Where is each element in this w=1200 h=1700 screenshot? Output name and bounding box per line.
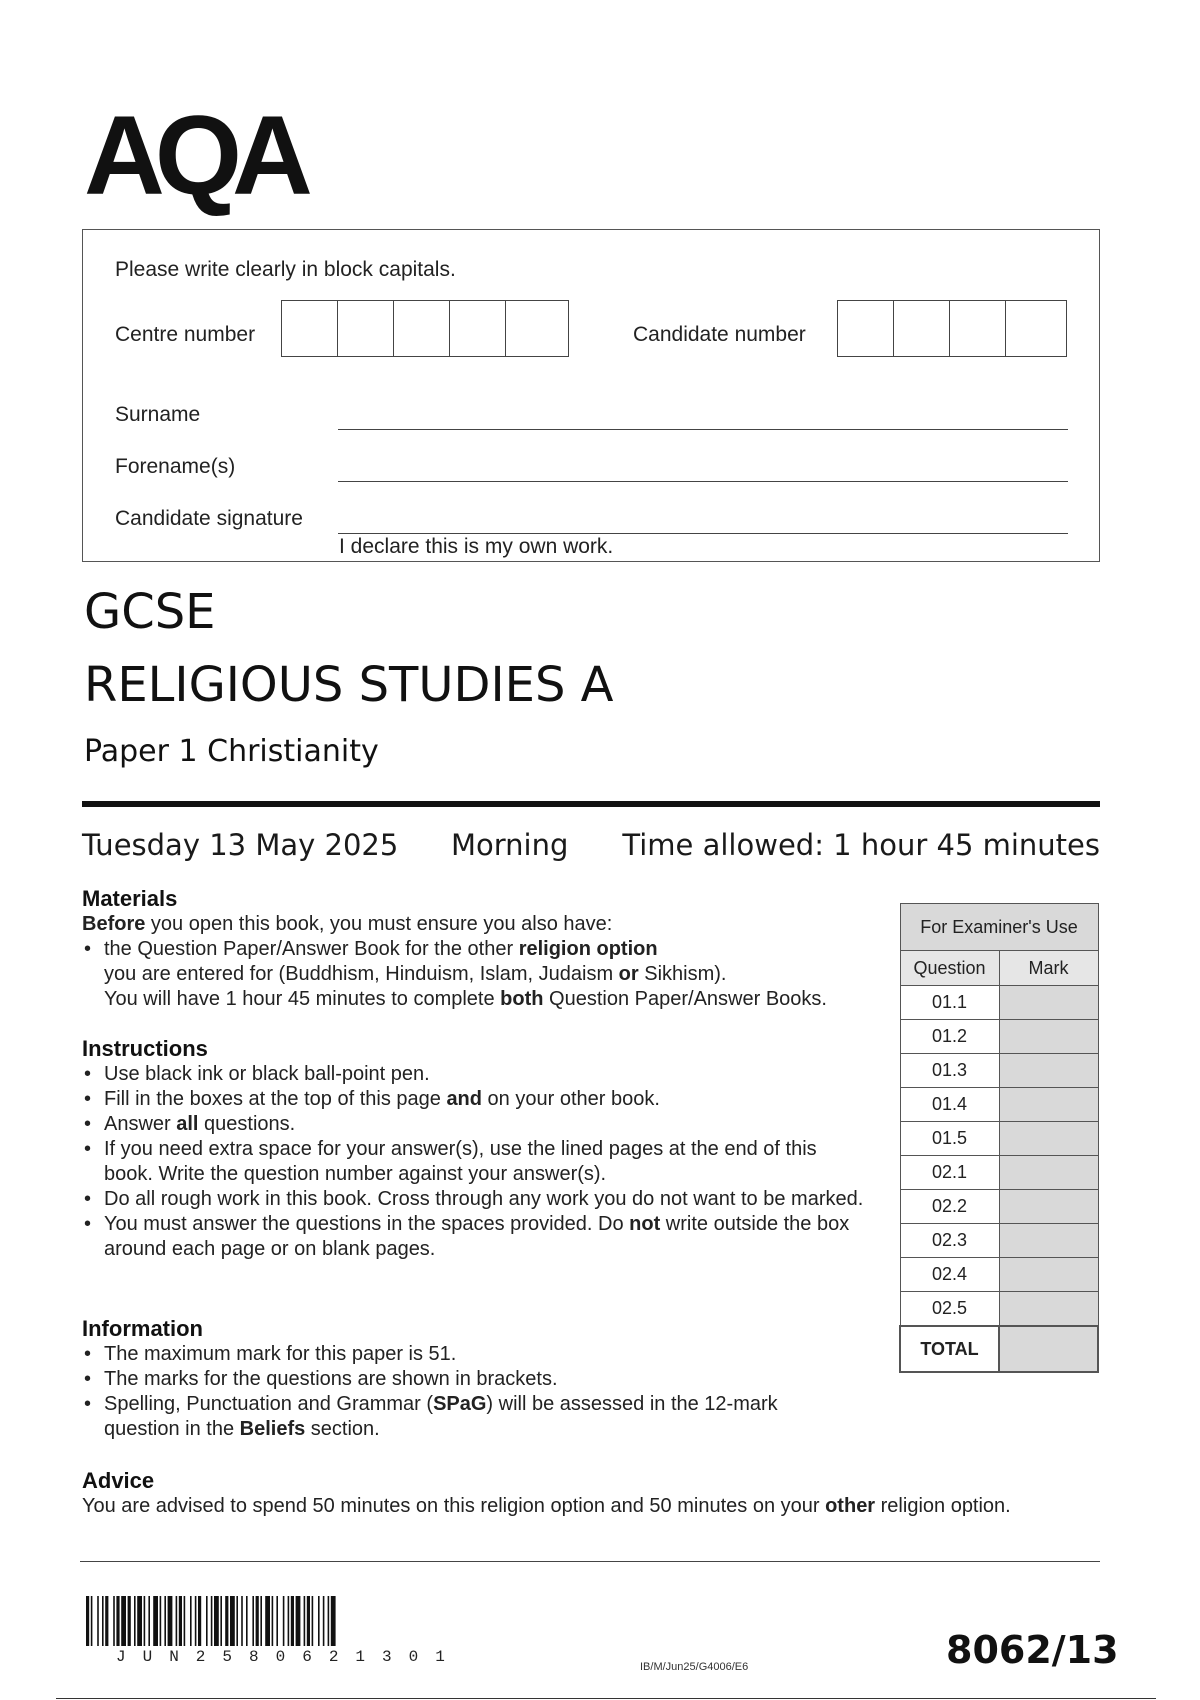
barcode-bar (148, 1596, 150, 1646)
barcode-bar (206, 1596, 208, 1646)
total-label: TOTAL (900, 1326, 999, 1372)
barcode-bar (102, 1596, 104, 1646)
barcode-bar (220, 1596, 222, 1646)
materials-section (82, 886, 882, 1012)
candidate-number-digit[interactable] (838, 301, 894, 356)
barcode-bar (236, 1596, 238, 1646)
barcode-bar (331, 1596, 336, 1646)
list-item: • Fill in the boxes at the top of this page and on your other book. (82, 1087, 872, 1112)
qualification-title: GCSE (84, 584, 216, 640)
barcode-bar (304, 1596, 306, 1646)
subject-title: RELIGIOUS STUDIES A (84, 657, 614, 713)
barcode-bar (91, 1596, 93, 1646)
barcode-bar (160, 1596, 162, 1646)
question-number: 02.5 (900, 1292, 999, 1327)
centre-number-label: Centre number (115, 323, 256, 346)
barcode-bar (283, 1596, 285, 1646)
advice-text: You are advised to spend 50 minutes on this religion option and 50 minutes on your other religion option. (82, 1495, 1011, 1517)
mark-cell (999, 1088, 1098, 1122)
information-section (82, 1316, 872, 1442)
barcode-bar (179, 1596, 182, 1646)
barcode-bar (318, 1596, 320, 1646)
materials-list (82, 937, 882, 1012)
forenames-label: Forename(s) (115, 455, 236, 478)
question-number: 02.1 (900, 1156, 999, 1190)
mark-cell (999, 1054, 1098, 1088)
barcode-bar (116, 1596, 119, 1646)
barcode-bar (105, 1596, 108, 1646)
examiner-use-table (899, 903, 1099, 1373)
barcode-bar (184, 1596, 186, 1646)
advice-heading: Advice (82, 1468, 155, 1493)
centre-number-boxes (281, 300, 569, 357)
thick-divider (82, 801, 1100, 807)
exam-info-row (82, 828, 1100, 868)
list-item: • If you need extra space for your answer(s), use the lined pages at the end of this book. Write the question number against your answer(s). (82, 1137, 839, 1187)
forenames-field[interactable] (338, 481, 1068, 482)
centre-number-digit[interactable] (338, 301, 394, 356)
barcode-bar (176, 1596, 178, 1646)
barcode-bar (288, 1596, 290, 1646)
candidate-number-digit[interactable] (950, 301, 1006, 356)
surname-label: Surname (115, 403, 201, 426)
list-item: • Do all rough work in this book. Cross through any work you do not want to be marked. (82, 1187, 864, 1212)
question-number: 01.3 (900, 1054, 999, 1088)
mark-cell (999, 986, 1098, 1020)
total-mark-cell (999, 1326, 1098, 1372)
candidate-number-boxes (837, 300, 1067, 357)
instructions-section (82, 1036, 872, 1262)
question-number: 01.2 (900, 1020, 999, 1054)
barcode-bar (307, 1596, 310, 1646)
centre-number-digit[interactable] (450, 301, 506, 356)
declaration-text: I declare this is my own work. (339, 535, 614, 558)
question-number: 02.4 (900, 1258, 999, 1292)
barcode-bar (137, 1596, 142, 1646)
block-capitals-instruction: Please write clearly in block capitals. (115, 258, 456, 281)
barcode-bar (230, 1596, 235, 1646)
barcode-bar (260, 1596, 262, 1646)
mark-cell (999, 1258, 1098, 1292)
barcode-bar (144, 1596, 146, 1646)
barcode-text: JUN2580621301 (116, 1648, 462, 1666)
paper-code: 8062/13 (946, 1628, 1119, 1672)
paper-title: Paper 1 Christianity (84, 734, 379, 769)
list-item: • You must answer the questions in the spaces provided. Do not write outside the box around each page or on blank pages. (82, 1212, 864, 1262)
candidate-details-box (82, 229, 1100, 562)
barcode-bar (312, 1596, 314, 1646)
barcode-bar (121, 1596, 126, 1646)
candidate-number-digit[interactable] (1006, 301, 1062, 356)
mark-column-header: Mark (999, 951, 1098, 986)
information-list (82, 1342, 872, 1442)
surname-field[interactable] (338, 429, 1068, 430)
question-number: 01.1 (900, 986, 999, 1020)
time-allowed: Time allowed: 1 hour 45 minutes (622, 828, 1100, 862)
centre-number-digit[interactable] (394, 301, 450, 356)
mark-cell (999, 1122, 1098, 1156)
barcode-bar (164, 1596, 166, 1646)
barcode-bar (256, 1596, 259, 1646)
exam-session: Morning (451, 828, 569, 862)
list-item: • Answer all questions. (82, 1112, 872, 1137)
mark-cell (999, 1020, 1098, 1054)
question-number: 01.5 (900, 1122, 999, 1156)
barcode-bar (153, 1596, 158, 1646)
signature-field[interactable] (338, 533, 1068, 534)
footer-divider (80, 1561, 1100, 1562)
list-item: • the Question Paper/Answer Book for the other religion option you are entered for (Buddhism, Hinduism, Islam, Judaism or Sikhism). You will have 1 hour 45 minutes to complete both Question Paper/Answer Books. (82, 937, 882, 1012)
barcode-bar (190, 1596, 192, 1646)
instructions-list (82, 1062, 872, 1262)
barcode-bar (134, 1596, 136, 1646)
materials-intro: Before you open this book, you must ensure you also have: (82, 913, 613, 935)
reference-code: IB/M/Jun25/G4006/E6 (640, 1661, 749, 1673)
barcode-bar (128, 1596, 131, 1646)
barcode-bar (211, 1596, 213, 1646)
barcode-bar (265, 1596, 270, 1646)
mark-cell (999, 1190, 1098, 1224)
signature-label: Candidate signature (115, 507, 303, 530)
barcode-bar (291, 1596, 294, 1646)
barcode-bar (323, 1596, 325, 1646)
barcode-bar (214, 1596, 219, 1646)
materials-heading: Materials (82, 886, 178, 911)
candidate-number-label: Candidate number (633, 323, 806, 346)
mark-cell (999, 1156, 1098, 1190)
barcode-bar (225, 1596, 228, 1646)
question-column-header: Question (900, 951, 999, 986)
barcode-bar (272, 1596, 274, 1646)
barcode-bar (246, 1596, 248, 1646)
question-number: 02.3 (900, 1224, 999, 1258)
barcode-icon (86, 1596, 506, 1648)
instructions-heading: Instructions (82, 1036, 208, 1061)
page-bottom-rule (56, 1698, 1156, 1699)
barcode-bar (198, 1596, 201, 1646)
candidate-number-digit[interactable] (894, 301, 950, 356)
barcode-bar (168, 1596, 173, 1646)
barcode-bar (97, 1596, 99, 1646)
barcode-bar (276, 1596, 278, 1646)
question-number: 02.2 (900, 1190, 999, 1224)
centre-number-digit[interactable] (506, 301, 562, 356)
barcode-bar (296, 1596, 301, 1646)
barcode-bar (241, 1596, 243, 1646)
examiner-table-header: For Examiner's Use (900, 904, 1098, 951)
question-number: 01.4 (900, 1088, 999, 1122)
list-item: • The marks for the questions are shown in brackets. (82, 1367, 872, 1392)
barcode-bar (113, 1596, 115, 1646)
mark-cell (999, 1224, 1098, 1258)
information-heading: Information (82, 1316, 203, 1341)
centre-number-digit[interactable] (282, 301, 338, 356)
list-item: • Spelling, Punctuation and Grammar (SPaG) will be assessed in the 12-mark question in the Beliefs section. (82, 1392, 844, 1442)
aqa-logo: AQA (84, 93, 303, 218)
list-item: • Use black ink or black ball-point pen. (82, 1062, 872, 1087)
barcode-bar (195, 1596, 197, 1646)
advice-section (82, 1468, 1102, 1519)
list-item: • The maximum mark for this paper is 51. (82, 1342, 872, 1367)
barcode-bar (252, 1596, 254, 1646)
barcode-bar (86, 1596, 89, 1646)
barcode-bar (328, 1596, 330, 1646)
exam-date: Tuesday 13 May 2025 (82, 828, 399, 862)
mark-cell (999, 1292, 1098, 1327)
